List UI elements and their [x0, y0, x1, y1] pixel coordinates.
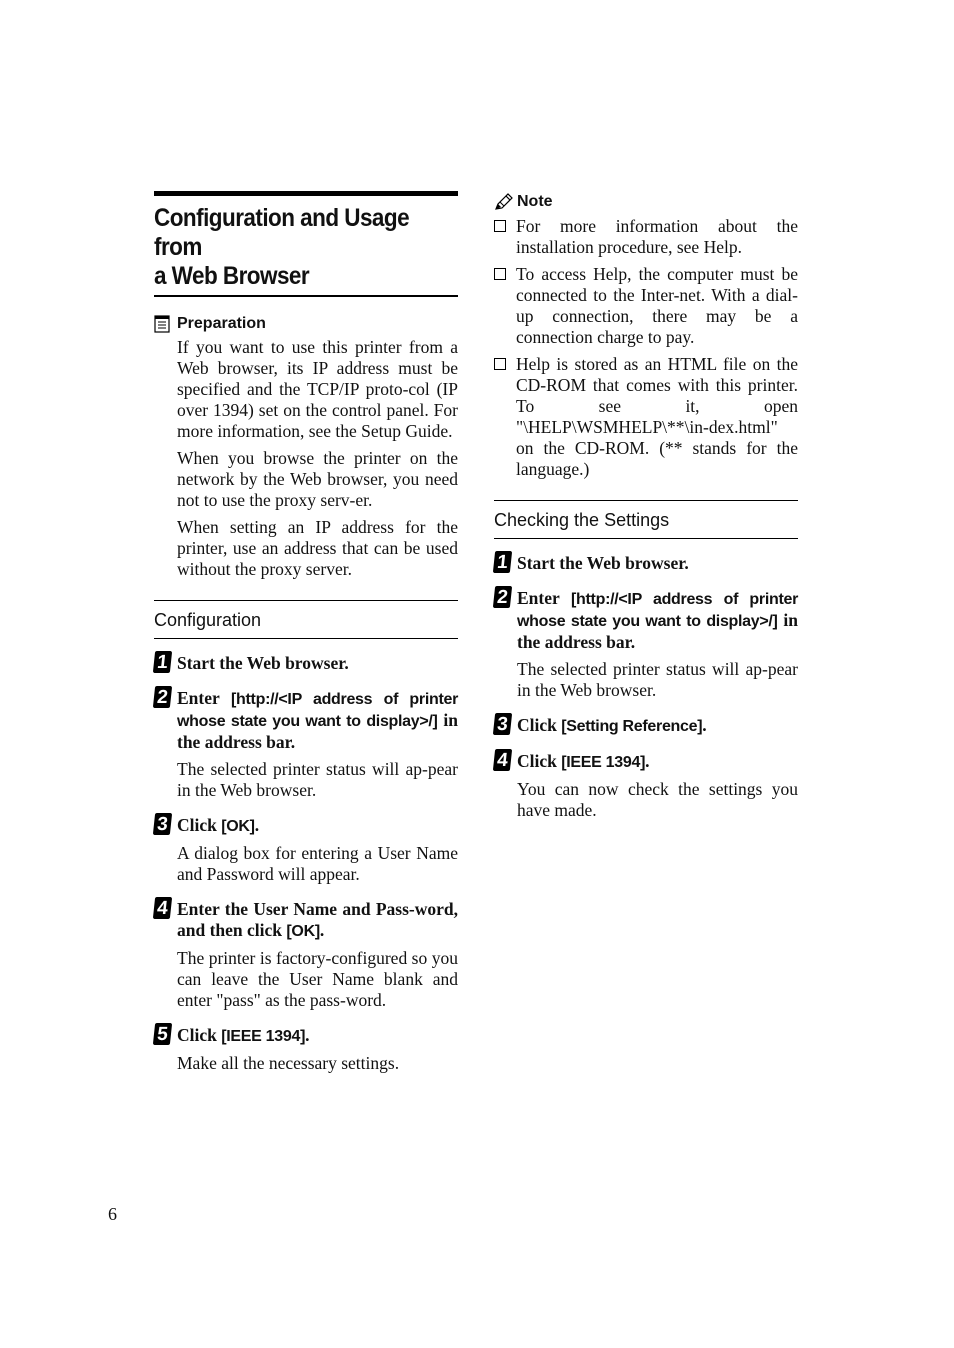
step-item — [154, 686, 458, 801]
step-number-icon: 5 — [153, 1023, 172, 1045]
step-number-icon: 1 — [493, 551, 512, 573]
step-item — [494, 713, 798, 737]
section-title-configuration: Configuration — [154, 610, 262, 630]
step-number-icon: 2 — [493, 586, 512, 608]
step-number-icon: 3 — [493, 713, 512, 735]
step-description: The printer is factory-configured so you can leave the User Name blank and enter "pass" as the pass-word. — [177, 948, 458, 1010]
page-title — [154, 204, 460, 291]
step-instruction-text: in the address bar. — [177, 710, 458, 752]
list-item — [494, 216, 798, 258]
step-instruction — [177, 813, 458, 837]
right-column — [494, 192, 798, 821]
list-item — [494, 264, 798, 348]
step-instruction — [177, 651, 458, 674]
step-number-icon: 4 — [153, 897, 172, 919]
step-instruction-text: . — [319, 920, 325, 940]
preparation-paragraph: When you browse the printer on the network by the Web browser, you need not to use the proxy serv-er. — [177, 448, 458, 510]
step-number-icon: 3 — [153, 813, 172, 835]
step-instruction-text: Click — [517, 715, 562, 735]
title-top-bar — [154, 191, 458, 196]
note-heading — [494, 192, 798, 212]
configuration-steps — [154, 651, 458, 1074]
step-row — [494, 713, 798, 737]
step-item — [494, 551, 798, 574]
title-bottom-rule — [154, 295, 458, 297]
step-instruction-text: Enter — [177, 688, 232, 708]
step-row — [494, 586, 798, 653]
step-instruction — [177, 686, 458, 753]
step-instruction-text: . — [305, 1025, 310, 1045]
notepad-icon — [154, 315, 170, 333]
step-keyword: [Setting Reference] — [561, 718, 703, 735]
step-row — [494, 551, 798, 574]
step-keyword: [OK] — [221, 818, 255, 835]
preparation-heading — [154, 314, 458, 334]
step-keyword: [IEEE 1394] — [221, 1028, 306, 1045]
left-column — [154, 191, 458, 1074]
step-description: The selected printer status will ap-pear in the Web browser. — [517, 659, 798, 700]
step-item — [494, 749, 798, 821]
checkbox-icon — [494, 358, 506, 370]
step-description: Make all the necessary settings. — [177, 1053, 400, 1073]
step-instruction-text: in the address bar. — [517, 610, 798, 652]
step-instruction — [177, 897, 458, 942]
preparation-label: Preparation — [177, 315, 266, 332]
note-label: Note — [517, 193, 553, 210]
step-instruction — [517, 551, 798, 574]
step-instruction-text: Start the Web browser. — [517, 553, 689, 573]
step-keyword: [IEEE 1394] — [561, 754, 646, 771]
step-row — [154, 686, 458, 753]
step-row — [154, 897, 458, 942]
step-instruction-text: . — [254, 815, 260, 835]
step-item — [154, 897, 458, 1011]
step-instruction-text: Enter — [517, 588, 572, 608]
step-keyword: [http://<IP address of printer whose state you want to display>/] — [177, 691, 459, 730]
step-instruction-text: Enter the User Name and Pass-word, and then click — [177, 899, 458, 940]
step-keyword: [http://<IP address of printer whose state you want to display>/] — [517, 591, 799, 630]
step-keyword: [OK] — [286, 923, 320, 940]
step-number-icon: 1 — [153, 651, 172, 673]
step-description: A dialog box for entering a User Name and Password will appear. — [177, 843, 458, 884]
page-title-line-2: a Web Browser — [154, 262, 310, 290]
step-instruction-text: Click — [517, 751, 562, 771]
checkbox-icon — [494, 220, 506, 232]
section-title-checking: Checking the Settings — [494, 510, 670, 530]
step-number-icon: 2 — [153, 686, 172, 708]
step-instruction — [517, 713, 798, 737]
preparation-paragraph: When setting an IP address for the printer, use an address that can be used without the proxy server. — [177, 517, 458, 579]
step-item — [154, 651, 458, 674]
page-title-line-1: Configuration and Usage from — [154, 204, 410, 261]
step-number-icon: 4 — [493, 749, 512, 771]
page-number: 6 — [108, 1204, 117, 1224]
preparation-paragraph: If you want to use this printer from a Web browser, its IP address must be specified and the TCP/IP proto-col (IP over 1394) set on the control panel. For more information, see the Setup Guide. — [177, 337, 458, 441]
step-row — [494, 749, 798, 773]
step-instruction-text: Click — [177, 815, 222, 835]
list-item — [494, 354, 798, 480]
step-instruction — [517, 749, 798, 773]
step-item — [154, 1023, 458, 1074]
step-instruction-text: Start the Web browser. — [177, 653, 349, 673]
checking-steps — [494, 551, 798, 821]
checkbox-icon — [494, 268, 506, 280]
step-item — [494, 586, 798, 701]
section-bottom-rule — [494, 538, 798, 539]
section-bottom-rule — [154, 638, 458, 639]
step-instruction — [517, 586, 798, 653]
step-instruction-text: . — [645, 751, 650, 771]
note-list — [494, 216, 798, 480]
note-text: To access Help, the computer must be connected to the Inter-net. With a dial-up connection, there may be a connection charge to pay. — [516, 264, 798, 347]
step-instruction-text: . — [702, 715, 707, 735]
step-description: The selected printer status will ap-pear in the Web browser. — [177, 759, 458, 800]
step-row — [154, 1023, 458, 1047]
note-text: For more information about the installation procedure, see Help. — [516, 216, 798, 257]
step-row — [154, 813, 458, 837]
step-item — [154, 813, 458, 885]
step-instruction-text: Click — [177, 1025, 222, 1045]
step-instruction — [177, 1023, 458, 1047]
pencil-icon — [494, 193, 510, 211]
step-description: You can now check the settings you have made. — [517, 779, 798, 820]
note-text: Help is stored as an HTML file on the CD-ROM that comes with this printer. To see it, open "\HELP\WSMHELP\**\in-dex.html" on the CD-ROM. (** stands for the language.) — [516, 354, 798, 479]
step-row — [154, 651, 458, 674]
